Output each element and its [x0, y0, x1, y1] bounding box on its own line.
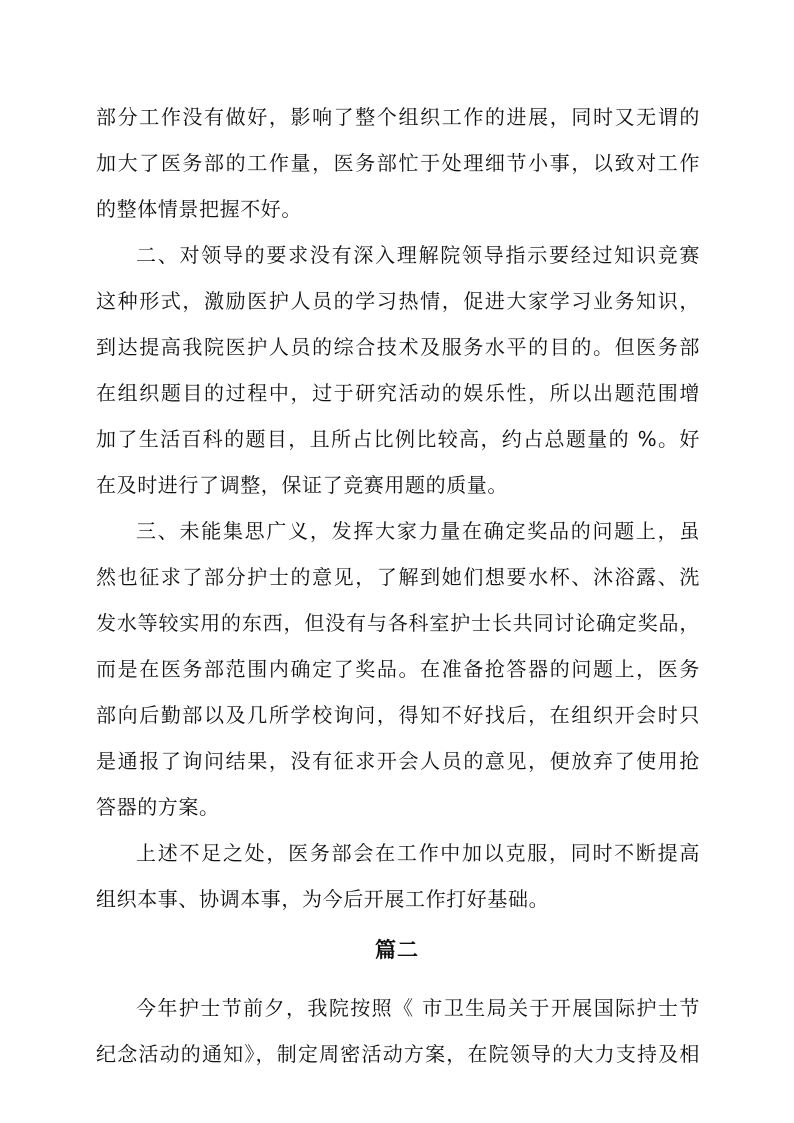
paragraph-line: 答器的方案。 — [96, 795, 220, 819]
paragraph-line: 二、对领导的要求没有深入理解院领导指示要经过知识竞赛 — [136, 243, 700, 267]
paragraph-line: 到达提高我院医护人员的综合技术及服务水平的目的。但医务部 — [96, 335, 700, 359]
paragraph-line: 组织本事、协调本事，为今后开展工作打好基础。 — [96, 887, 550, 911]
paragraph-line: 是通报了询问结果，没有征求开会人员的意见，便放弃了使用抢 — [96, 749, 700, 773]
paragraph-line: 发水等较实用的东西，但没有与各科室护士长共同讨论确定奖品， — [96, 611, 700, 635]
paragraph-line: 纪念活动的通知》，制定周密活动方案，在院领导的大力支持及相 — [96, 1042, 700, 1066]
paragraph-line: 的整体情景把握不好。 — [96, 197, 302, 221]
paragraph-line: 这种形式，激励医护人员的学习热情，促进大家学习业务知识， — [96, 289, 700, 313]
paragraph-line: 今年护士节前夕，我院按照《 市卫生局关于开展国际护士节 — [136, 996, 700, 1020]
section-heading: 篇二 — [375, 938, 419, 962]
paragraph-line: 加了生活百科的题目，且所占比例比较高，约占总题量的 %。好 — [96, 427, 700, 451]
paragraph-line: 部向后勤部以及几所学校询问，得知不好找后，在组织开会时只 — [96, 703, 700, 727]
paragraph-line: 加大了医务部的工作量，医务部忙于处理细节小事，以致对工作 — [96, 151, 700, 175]
paragraph-line: 三、未能集思广义，发挥大家力量在确定奖品的问题上，虽 — [136, 519, 700, 543]
paragraph-line: 部分工作没有做好，影响了整个组织工作的进展，同时又无谓的 — [96, 105, 700, 129]
paragraph-line: 上述不足之处，医务部会在工作中加以克服，同时不断提高 — [136, 841, 700, 865]
paragraph-line: 在组织题目的过程中，过于研究活动的娱乐性，所以出题范围增 — [96, 381, 700, 405]
paragraph-line: 在及时进行了调整，保证了竞赛用题的质量。 — [96, 473, 508, 497]
paragraph-line: 而是在医务部范围内确定了奖品。在准备抢答器的问题上，医务 — [96, 657, 700, 681]
paragraph-line: 然也征求了部分护士的意见，了解到她们想要水杯、沐浴露、洗 — [96, 565, 700, 589]
